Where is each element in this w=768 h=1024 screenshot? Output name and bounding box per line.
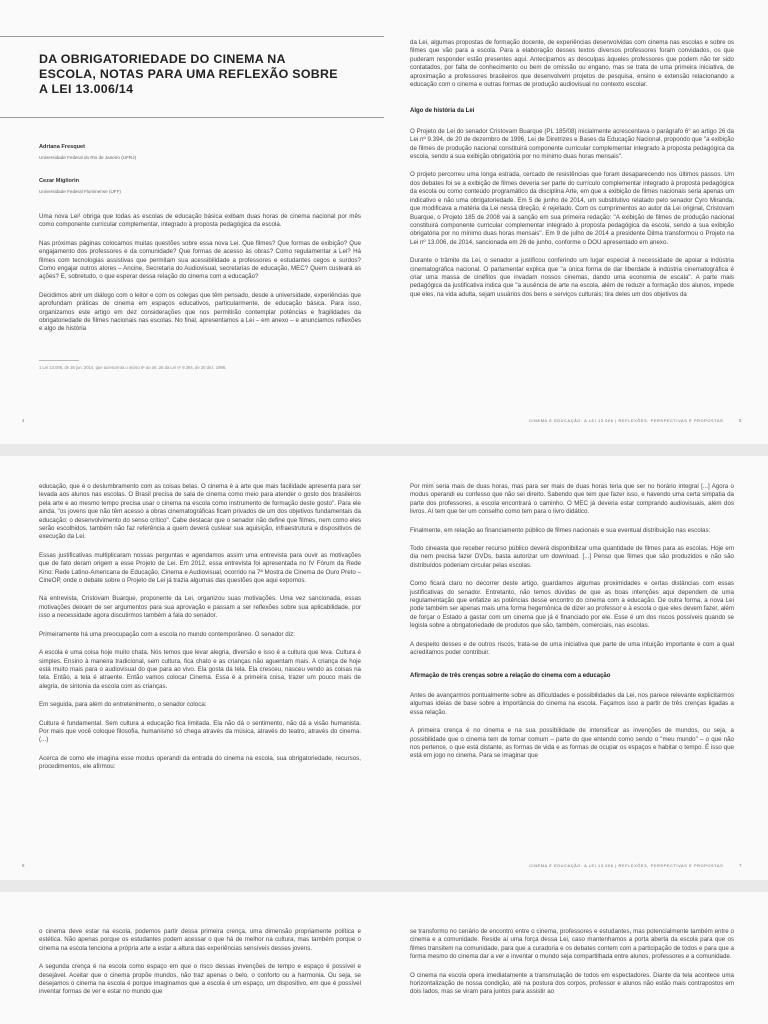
author-1 (39, 143, 361, 163)
footnote-rule (39, 360, 79, 361)
paragraph: Como ficará claro no decorrer deste artigo, guardamos algumas proximidades e certas distâncias com essas justificativas do senador. Entretanto, não temos dúvidas de que as boas intenções aqui dependem de uma regulamentação que enfatize as potências desse encontro do cinema com a educação. De outra forma, a nova Lei pode também ser apenas mais uma forma hegemônica de dizer ao professor e à escola o que eles devem fazer, além de forçar o Estado a gastar com um cinema que já é financiado por ele. Esse é um dos riscos possíveis quando se legisla sobre a obrigatoriedade de produtos que são, também, comerciais, nas escolas. (410, 580, 734, 630)
author-institution: Universidade Federal do Rio de Janeiro (UFRJ) (39, 155, 137, 161)
body-text (39, 928, 361, 1007)
paragraph: A despeito desses e de outros riscos, trata-se de uma iniciativa que parte de uma intuição importante e com a qual acreditamos poder contribuir. (410, 640, 734, 657)
paragraph: Antes de avançarmos pontualmente sobre as dificuldades e possibilidades da Lei, nos parece relevante explicitarmos algumas ideias de base sobre a importância do cinema na escola. Façamos isso a partir de três crenças ligadas a essa relação. (410, 691, 734, 716)
page-number: 7 (739, 863, 742, 868)
body-text (410, 928, 734, 1007)
paragraph: Uma nova Lei¹ obriga que todas as escolas de educação básica exibam duas horas de cinema nacional por mês como componente curricular complementar, integrado à proposta pedagógica da escola. (39, 213, 361, 229)
paragraph: se transformo no cenário de encontro entre o cinema, professores e estudantes, mas potencialmente também entre o cinema e a comunidade. Reside aí uma força dessa Lei, caso mantenhamos a porta aberta da escola para que os filmes transitem na comunidade, para que a curadoria e os debates contem com a participação de todos e para que a forma mesmo do cinema dar a ver e inventar o mundo seja compartilhada entre alunos, professores e a comunidade. (410, 928, 734, 961)
author-2 (39, 177, 361, 197)
author-name: Adriana Fresquet (39, 144, 86, 150)
running-footer: CINEMA E EDUCAÇÃO: A LEI 13.006 | REFLEXÕES, PERSPECTIVAS E PROPOSTAS (529, 418, 724, 423)
paragraph: Em seguida, para além do entretenimento, o senador coloca: (39, 701, 207, 709)
page-9 (384, 892, 768, 1024)
paragraph: Finalmente, em relação ao financiamento público de filmes nacionais e sua eventual distribuição nas escolas: (410, 526, 711, 534)
spread-pages-4-5 (0, 0, 768, 444)
paragraph: da Lei, algumas propostas de formação docente, de experiências desenvolvidas com cinema nas escolas e sobre os filmes que vão para a escola. Para a elaboração desses textos diversos professores foram convidados, os que puderam responder estão presentes aqui. Antecipamos as desculpas àqueles professores que podem não ter sido contatados, por falta de conhecimento ou bem de omissão ou engano, mas se trata de uma primeira iniciativa, de aproximação a professores brasileiros que desenvolvem projetos de pesquisa, ensino e extensão relacionando a educação com o cinema e outras formas de produção audiovisual no contexto escolar. (410, 39, 734, 89)
page-6 (0, 456, 384, 880)
body-text (410, 39, 734, 309)
body-text (410, 483, 734, 771)
author-block (39, 143, 361, 197)
paragraph: educação, que é o deslumbramento com as coisas belas. O cinema é a arte que mais facilidade apresenta para ser levada aos alunos nas escolas. O Brasil precisa de sala de cinema como meio para atender o gosto dos brasileiros pela arte e ao mesmo tempo precisa usar o cinema na escola como instrumento de formação deste gosto". Para ele ainda, "os jovens que não têm acesso a obras cinematográficas ficam privados de um dos objetivos fundamentais da educação: o desenvolvimento do senso crítico". Cabe destacar que o senador não define que filmes, nem como eles serão escolhidos, também não faz referência a quem deverá custear sua aquisição, infraestrutura e dispositivos de execução da Lei. (39, 483, 361, 541)
page-4 (0, 0, 384, 444)
block-quote: A escola é uma coisa hoje muito chata. Nós temos que levar alegria, diversão e isso é a cultura que leva. Cultura é simples. Ensino à maneira tradicional, sem cultura, fica chato e as crianças não aguentam mais. A criança de hoje está muito mais para o audiovisual do que para ao vivo. Ela gosta da tela. Ela cresceu, nasceu vendo as coisas na tela. Então, a tela é atraente. Então vamos colocar Cinema. Essa é a primeira coisa, trazer um pouco mais de alegria, de sintonia da escola com as crianças. (39, 649, 361, 690)
page-number: 5 (739, 418, 742, 423)
page-number: 6 (22, 863, 25, 868)
paragraph: A segunda crença é na escola como espaço em que o risco dessas invenções de tempo e espaço é possível e desejável. Aceitar que o cinema propõe mundos, não traz apenas o belo, o conforto ou a harmonia. Ou seja, se desejamos o cinema na escola é porque imaginamos que a escola é um espaço, um dispositivo, em que é possível inventar formas de ver e estar no mundo que (39, 963, 361, 996)
paragraph: O Projeto de Lei do senador Cristovam Buarque (PL 185/08) inicialmente acrescentava o parágrafo 6° ao artigo 26 da Lei nº 9.394, de 20 de dezembro de 1996, Lei de Diretrizes e Bases da Educação Nacional, propondo que "a exibição de filmes de produção nacional constituirá componente curricular complementar integrado à proposta pedagógica da escola, sendo a sua exibição obrigatória por no mínimo duas horas mensais". (410, 127, 734, 161)
paragraph: O projeto percorreu uma longa estrada, cercado de resistências que foram desaparecendo nos últimos passos. Um dos debates foi se a exibição de filmes deveria ser parte do currículo complementar integrado à proposta pedagógica da escola ou como conteúdo programático da disciplina Arte, em que a exibição de filmes nacionais seria apenas um indicativo e não uma obrigatoriedade. Em 5 de junho de 2014, um substitutivo relatado pelo senador Cyro Miranda, que modificava a matéria da Lei nessa direção, é rejeitado. Com os cumprimentos ao autor da Lei original, Cristovam Buarque, o Projeto 185 de 2008 vai à sanção em sua primeira redação: "A exibição de filmes de produção nacional constituirá componente curricular complementar integrado à proposta pedagógica da escola, sendo a sua exibição obrigatória por no mínimo duas horas mensais". Em 9 de julho de 2014 a presidente Dilma transformou o Projeto na Lei nº 13.006, de 2014, sancionada em 26 de junho, conforme o DOU apresentado em anexo. (410, 171, 734, 246)
paragraph: o cinema deve estar na escola, podemos partir dessa primeira crença, uma dimensão propriamente política e estética. Não apenas porque os estudantes podem acessar o que há de melhor na cultura, mas também porque o cinema na escola tenciona a própria arte a estar a altura das experiências sensíveis desses jovens. (39, 928, 361, 952)
page-7 (384, 456, 768, 880)
spread-pages-8-9 (0, 892, 768, 1024)
paragraph: O cinema na escola opera imediatamente a transmutação de todos em espectadores. Diante da tela acontece uma horizontalização de nossa condição, até na postura dos corpos, professor e alunos não estão mais contrapostos em dois lados, mas se viram para juntos para assistir ao (410, 971, 734, 996)
block-quote: Todo cineasta que receber recurso público deverá disponibilizar uma quantidade de filmes para as escolas. Hoje em dia nem precisa fazer DVDs, basta autorizar um download. [...] Penso que filmes que são produzidos e não são distribuídos poderiam circular pelas escolas. (410, 545, 734, 569)
paragraph: Acerca de como ele imagina esse modus operandi da entrada do cinema na escola, sua obrigatoriedade, recursos, procedimentos, ele afirmou: (39, 754, 361, 771)
paragraph: Nas próximas páginas colocamos muitas questões sobre essa nova Lei. Que filmes? Que formas de exibição? Que engajamento dos professores e da comunidade? Que formas de acesso às obras? Como regulamentar a Lei? Há filmes com tecnologias assistivas que permitam sua acessibilidade a professores e estudantes cegos e surdos? Como engajar outros atores – Ancine, Secretaria do Audiovisual, secretarias de educação, MEC? Quem custeará as ações? E, sobretudo, o que esperar dessa relação do cinema com a educação? (39, 239, 361, 281)
footnote: 1 Lei 13.006, de 26 jun. 2014, que acrescenta o inciso 8º ao art. 26 da Lei nº 9.394, de 20 dez. 1996. (39, 365, 227, 370)
paragraph: Decidimos abrir um diálogo com o leitor e com os colegas que têm pensado, desde a universidade, experiências que aprofundam práticas de cinema em espaços educativos, particularmente, de educação básica. Para isso, organizamos este artigo em dez considerações que nos permitirão contemplar potências e fragilidades da obrigatoriedade de filmes nacionais nas escolas. No final, apresentamos a Lei – em anexo – e anunciamos reflexões e algo de história (39, 291, 361, 333)
block-quote: Por mim seria mais de duas horas, mas para ser mais de duas horas teria que ser no horário integral [...] Agora o modus operandi eu confesso que não sei direito. Sabendo que tem que fazer isso, e havendo uma certa simpatia da parte dos professores, a escola encontrará o caminho. O MEC já deveria estar comprando audiovisuais, além dos livros. Aí tem que ter um conselho como tem para o livro didático. (410, 483, 734, 516)
paragraph: A primeira crença é no cinema e na sua possibilidade de intensificar as invenções de mundos, ou seja, a possibilidade que o cinema tem de tornar comum – parte do que entendo como sendo o "meu mundo" – o que não nos pertence, o que está distante, as formas de vida e as formas de ocupar os espaços e habitar o tempo. É isso que está em jogo no cinema. Para se imaginar que (410, 727, 734, 760)
page-8 (0, 892, 384, 1024)
block-quote: Cultura é fundamental. Sem cultura a educação fica limitada. Ela não dá o sentimento, não dá a visão humanista. Por mais que você coloque filosofia, humanismo só chega através da música, através do teatro, através do cinema. (...) (39, 719, 361, 744)
author-name: Cezar Migliorin (39, 177, 80, 184)
paragraph: Durante o trâmite da Lei, o senador a justificou conferindo um lugar especial à necessidade de apoiar a indústria cinematográfica nacional. O parlamentar explica que "a única forma de dar liberdade à indústria cinematográfica é criar uma massa de cinéfilos que invadam nossos cinemas, dando uma economia de escala". A parte mais pedagógica da justificativa indica que "a ausência de arte na escola, além de reduzir a formação dos alunos, impede que eles, na vida adulta, sejam usuários dos bens e serviços culturais; tira deles um dos objetivos da (410, 257, 734, 298)
body-text (39, 213, 361, 344)
section-heading: Algo de história da Lei (410, 108, 475, 115)
spread-pages-6-7 (0, 456, 768, 880)
page-5 (384, 0, 768, 444)
paragraph: Essas justificativas multiplicaram nossas perguntas e agendamos assim uma entrevista para ouvir as motivações que de fato deram origem a esse Projeto de Lei. Em 2012, essa entrevista foi apresentada no IV Fórum da Rede Kino: Rede Latino-Americana de Educação, Cinema e Audiovisual, ocorrido na 7ª Mostra de Cinema de Ouro Preto – CineOP, onde o debate sobre o Projeto de Lei já trazia algumas das questões que aqui expomos. (39, 551, 361, 585)
body-text (39, 483, 361, 782)
running-footer: CINEMA E EDUCAÇÃO: A LEI 13.006 | REFLEXÕES, PERSPECTIVAS E PROPOSTAS (529, 863, 724, 868)
title-rule (0, 117, 384, 118)
page-number: 4 (22, 418, 25, 423)
section-heading: Afirmação de três crenças sobre a relação do cinema com a educação (410, 672, 611, 679)
author-institution: Universidade Federal Fluminense (UFF) (39, 189, 121, 195)
paragraph: Primeiramente há uma preocupação com a escola no mundo contemporâneo. O senador diz: (39, 630, 295, 638)
top-rule (0, 36, 384, 37)
paragraph: Na entrevista, Cristovam Buarque, proponente da Lei, organizou suas motivações. Uma vez sancionada, essas motivações deixam de ser argumentos para sua aprovação e passam a ser reflexões sobre sua aplicabilidade, por isso a necessidade agora discutirmos também a fala do senador. (39, 595, 361, 620)
article-title: DA OBRIGATORIEDADE DO CINEMA NA ESCOLA, NOTAS PARA UMA REFLEXÃO SOBRE A LEI 13.006/14 (39, 52, 338, 96)
